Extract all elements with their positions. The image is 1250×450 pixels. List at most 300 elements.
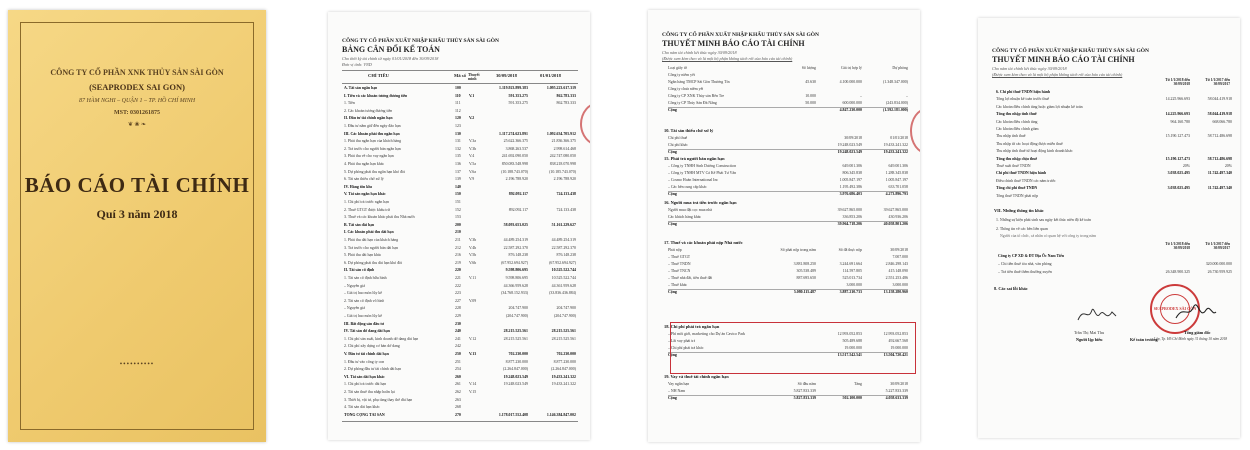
na-section-title: 15. Phải trả người bán ngắn hạn: [664, 156, 725, 161]
na-row-col3: 2.551.253.486: [885, 276, 908, 280]
nb-title: THUYẾT MINH BÁO CÁO TÀI CHÍNH: [992, 55, 1135, 64]
na-row-label: Cộng: [668, 290, 677, 294]
bs-row-value-start: 702.230.000: [556, 352, 576, 356]
nb-col1: Từ 1/1/2018 đến 30/09/2018: [1165, 78, 1190, 86]
cover-quarter: Quí 3 năm 2018: [96, 207, 178, 221]
bs-row-value-end: 850.083.548.998: [501, 162, 528, 166]
na-row-col3: 3.000.000: [892, 283, 908, 287]
nb-row-label: Điều chỉnh thuế TNDN các năm trước: [996, 178, 1056, 183]
nb-row-label: Tổng chi phí thuế TNDN: [996, 186, 1038, 191]
bs-row-label: 6. Dự phòng phải thu dài hạn khó đòi: [344, 260, 403, 265]
na-row-col2: –: [860, 94, 862, 98]
na-row-col1: Số phải nộp trong năm: [780, 248, 816, 252]
bs-row-value-start: (67.952.694.927): [549, 260, 576, 265]
na-row-col2: 13.517.542.541: [837, 353, 862, 357]
bs-row-note: V.1: [469, 93, 475, 98]
bs-row-code: 221: [455, 276, 461, 280]
accountant-role: Kế toán trưởng: [1130, 337, 1158, 342]
bs-row-value-end: 9.598.806.695: [505, 276, 528, 280]
nb-other: 8. Các sai lỗi khác: [994, 286, 1028, 291]
na-row-label: Người mua đặt cọc mua nhà: [668, 208, 713, 212]
bs-row-label: 1. Chi phí sản xuất, kinh doanh dở dang dài hạn: [344, 336, 419, 341]
na-row-col2: 1.195.492.386: [839, 185, 862, 189]
bs-col-period-start: 01/01/2018: [540, 73, 561, 78]
cover-title: BÁO CÁO TÀI CHÍNH: [24, 173, 250, 197]
na-row-col2: Số đã thực nộp: [838, 248, 862, 252]
na-section-title: 18. Chi phí phải trả ngắn hạn: [664, 324, 720, 329]
na-row-label: – Phí môi giới, marketing cho Dự án Cavico Park: [668, 332, 746, 336]
bs-row-code: 212: [455, 245, 461, 250]
bs-company: CÔNG TY CỔ PHẦN XUẤT NHẬP KHẨU THỦY SẢN SÀI GÒN: [342, 38, 499, 44]
na-row-col2: 19.000.000: [844, 346, 862, 350]
nb-row-label: Thuế suất thuế TNDN: [996, 164, 1031, 168]
nb-related-value-2: 26.730.959.925: [1207, 270, 1232, 274]
bs-row-value-start: 19.433.241.322: [551, 374, 576, 379]
bs-row-value-end: 58.093.653.025: [503, 222, 528, 227]
nb-row-label: Tổng thu nhập tính thuế: [996, 112, 1037, 117]
na-row-col3: 4.273.896.793: [885, 192, 908, 196]
na-row-col2: 39.964.718.206: [837, 222, 862, 226]
na-row-col1: Số đầu năm: [797, 382, 816, 386]
bs-row-label: I. Các khoản phải thu dài hạn: [344, 230, 394, 235]
bs-row-label: TỔNG CỘNG TÀI SẢN: [344, 412, 385, 417]
signature-director: [1174, 300, 1218, 324]
bs-row-code: 270: [455, 412, 461, 417]
bs-row-value-start: (33.836.436.884): [549, 291, 576, 296]
nb-company: CÔNG TY CỔ PHẦN XUẤT NHẬP KHẨU THỦY SẢN SÀI GÒN: [992, 48, 1149, 54]
na-row-col2: 3.887.210.733: [839, 290, 862, 294]
bs-row-code: 132: [455, 146, 461, 151]
na-row-col2: 3.976.686.403: [839, 192, 862, 196]
cover-footer-dots: ••••••••••: [119, 360, 155, 368]
na-row-label: Các khách hàng khác: [668, 215, 702, 219]
bs-row-code: 251: [455, 359, 461, 364]
bs-row-code: 262: [455, 390, 461, 394]
nb-row-label: Thu nhập từ các hoạt động được miễn thuế: [996, 141, 1063, 146]
cover-page: [8, 10, 266, 442]
na-total-rule: [668, 149, 908, 150]
bs-row-code: 241: [455, 336, 461, 341]
bs-row-label: II. Đầu tư tài chính ngắn hạn: [344, 116, 393, 121]
na-row-label: – Cosmo Hoàn International Inc: [668, 178, 719, 182]
bs-row-value-start: 28.215.525.561: [551, 329, 576, 334]
bs-row-code: 254: [455, 367, 461, 372]
bs-row-note: V.3b: [469, 146, 477, 151]
bs-row-label: 1. Phải thu dài hạn của khách hàng: [344, 238, 399, 242]
nb-row-label: 6. Chi phí thuế TNDN hiện hành: [996, 90, 1051, 94]
nb-related-value-2: 320.000.000.000: [1205, 262, 1232, 266]
bs-row-value-start: 28.215.525.561: [551, 336, 576, 341]
bs-footer-rule: [342, 421, 578, 422]
nb-row-value-2: 20%: [1224, 164, 1232, 168]
bs-row-label: V. Đầu tư tài chính dài hạn: [344, 352, 389, 356]
bs-row-label: 3. Thiết bị, vật tư, phụ tùng thay thế dài hạn: [344, 397, 413, 402]
bs-row-value-end: 28.215.525.561: [503, 336, 528, 341]
bs-row-code: 268: [455, 405, 461, 410]
na-row-col3: 13.158.280.960: [883, 290, 908, 294]
na-row-label: – Công ty TNHH Sinh Dương Construction: [668, 164, 737, 168]
na-row-col3: 430.936.206: [888, 215, 908, 219]
bs-row-label: 2. Các khoản tương đương tiền: [344, 108, 393, 113]
na-row-col3: 19.433.241.322: [883, 150, 908, 154]
bs-edge-stamp: [580, 102, 590, 146]
bs-row-label: 2. Dự phòng đầu tư tài chính dài hạn: [344, 367, 402, 372]
na-row-col1: 5.827.833.339: [793, 396, 816, 400]
nb-subtitle: Cho năm tài chính kết thúc ngày 30/09/2018: [992, 66, 1067, 71]
notes-page-a: [648, 10, 920, 442]
bs-row-value-end: 591.353.275: [508, 93, 528, 98]
bs-row-value-end: 28.215.525.561: [503, 329, 528, 334]
bs-row-value-start: 204.747.900: [556, 306, 576, 311]
bs-row-code: 220: [455, 268, 461, 273]
nb-sec7-title: VII. Những thông tin khác: [994, 208, 1044, 213]
nb-row-value-2: 668.066.780: [1212, 119, 1232, 124]
na-row-label: Chi phí khác: [668, 143, 688, 147]
na-row-label: Công ty chưa niêm yết: [668, 87, 704, 91]
bs-row-code: 135: [455, 154, 461, 159]
bs-row-value-start: 19.433.241.322: [551, 382, 576, 387]
na-note: (Được xem kèm theo và là một bộ phận không tách rời của báo cáo tài chính): [662, 56, 793, 61]
na-row-col2: 525.013.734: [842, 276, 862, 280]
bs-row-value-end: 44.366.959.628: [503, 283, 528, 288]
cover-company-name: CÔNG TY CỔ PHẦN XNK THỦY SẢN SÀI GÒN: [50, 68, 224, 77]
bs-subtitle: Cho thời kỳ tài chính từ ngày 01/01/2018 đến 30/09/2018: [342, 56, 439, 61]
nb-row-label: Thu nhập tính thuế từ hoạt động kinh doanh khác: [996, 149, 1073, 154]
nb-row-value-1: 964.160.780: [1170, 119, 1190, 124]
na-row-col1: Số lượng: [801, 66, 816, 70]
bs-row-value-end: 1.178.017.552.408: [498, 412, 528, 417]
bs-row-code: 210: [455, 230, 461, 235]
na-row-col3: 5.227.833.339: [885, 389, 908, 393]
na-row-col3: 13.504.720.421: [883, 353, 908, 357]
director-role: Tổng giám đốc: [1184, 330, 1211, 335]
bs-row-label: 1. Tiền: [344, 101, 355, 106]
nb-row-value-2: 58.712.486.698: [1207, 134, 1232, 139]
na-section-title: 10. Tài sản thiếu chờ xử lý: [664, 128, 714, 133]
bs-row-value-end: 591.353.275: [508, 101, 528, 106]
bs-header-rule-top: [342, 70, 578, 71]
na-row-col3: (1.592.181.000): [883, 108, 908, 112]
bs-row-label: 3. Trả trước cho người bán dài hạn: [344, 245, 398, 250]
bs-row-code: 153: [455, 215, 461, 220]
na-total-rule: [668, 191, 908, 192]
cover-ornament: ❦ ❀ ❧: [127, 122, 147, 128]
bs-row-label: VI. Tài sản dài hạn khác: [344, 374, 385, 379]
bs-row-note: V.6b: [469, 260, 477, 265]
bs-row-note: V.13: [469, 352, 477, 356]
na-row-col2: 600.000.000: [842, 101, 862, 105]
bs-row-label: IV. Tài sản dở dang dài hạn: [344, 329, 390, 334]
bs-row-label: 3. Thuế và các khoản khác phải thu Nhà nước: [344, 215, 416, 220]
na-row-col2: 3.000.000: [846, 283, 862, 287]
bs-row-note: V.4b: [469, 245, 477, 250]
na-row-col2: Tăng: [854, 382, 862, 386]
bs-row-label: B. Tài sản dài hạn: [344, 222, 375, 227]
na-row-col2: 806.345.838: [842, 171, 862, 175]
na-row-label: Công ty CP XNK Thủy sản Bến Tre: [668, 94, 725, 98]
bs-row-label: 2. Trả trước cho người bán ngắn hạn: [344, 146, 401, 151]
bs-row-value-end: (34.768.152.933): [501, 291, 528, 296]
nb-related-label: Công ty CP XD & ĐT Địa Ốc Nam Tiến: [998, 254, 1065, 258]
bs-row-value-end: 1.117.274.623.891: [499, 131, 528, 136]
bs-row-value-end: 9.598.806.695: [505, 268, 528, 273]
bs-row-label: 2. Tài sản thuế thu nhập hoãn lại: [344, 390, 395, 394]
na-row-col3: 1.005.847.197: [885, 178, 908, 182]
nb-row-value-2: 11.742.497.340: [1207, 186, 1232, 191]
na-row-label: Cộng: [668, 222, 677, 226]
bs-row-code: 120: [455, 116, 461, 121]
nb-row-value-1: 20%: [1182, 164, 1190, 168]
na-total-rule: [668, 395, 908, 396]
nb-row-label: Các khoản điều chỉnh tăng: [996, 119, 1038, 124]
bs-row-label: 4. Tài sản dài hạn khác: [344, 405, 380, 410]
na-row-col3: 2.846.298.143: [885, 262, 908, 266]
bs-row-value-start: (2.264.847.000): [551, 367, 576, 372]
na-row-label: Loại giấy tờ: [668, 66, 687, 70]
bs-row-note: V.3b: [469, 238, 477, 242]
na-total-rule: [668, 289, 908, 290]
sign-date: Lập, Tp. Hồ Chí Minh ngày 31 tháng 10 năm 2018: [1154, 337, 1228, 341]
na-row-label: – Các bên cung cấp khác: [668, 185, 707, 189]
bs-row-value-start: (204.747.900): [553, 314, 576, 318]
na-row-col3: 12.993.052.853: [883, 332, 908, 336]
bs-row-label: 2. Chi phí xây dựng cơ bản dở dang: [344, 344, 400, 349]
bs-row-value-start: 724.133.438: [556, 207, 576, 212]
na-row-label: Chi phí thuê: [668, 136, 688, 140]
bs-row-note: V.9: [469, 177, 475, 182]
bs-row-label: I. Tiền và các khoản tương đương tiền: [344, 93, 408, 98]
bs-row-label: 1. Đầu tư nắm giữ đến ngày đáo hạn: [344, 124, 401, 128]
bs-row-note: V.12: [469, 336, 477, 341]
bs-row-value-end: 25.622.366.375: [503, 139, 528, 144]
na-row-col1: 887.695.650: [796, 276, 816, 280]
bs-col-label: CHỈ TIÊU: [368, 73, 389, 78]
cover-address: 87 HÀM NGHI – QUẬN 1 – TP. HỒ CHÍ MINH: [78, 98, 196, 104]
bs-row-code: 227: [455, 298, 461, 303]
bs-row-label: – Giá trị hao mòn lũy kế: [344, 291, 383, 296]
nb-row-value-1: 14.225.966.693: [1165, 97, 1190, 102]
na-row-col3: 633.701.058: [888, 185, 908, 189]
bs-row-label: 1. Tài sản cố định hữu hình: [344, 276, 387, 280]
na-row-col2: Giá trị hợp lý: [841, 66, 862, 70]
bs-row-value-end: 19.248.023.549: [503, 374, 528, 379]
na-row-col2: 30/09/2018: [844, 136, 862, 140]
bs-row-note: V.2: [469, 116, 475, 121]
na-row-col3: 39.627.865.000: [883, 208, 908, 212]
nb-sec7-item-3: Người của tổ chức, cá nhân có quan hệ với công ty trong năm: [1000, 234, 1097, 238]
na-row-col3: 01/01/2018: [890, 136, 908, 140]
na-row-col1: 5.827.833.339: [793, 389, 816, 393]
bs-row-code: 123: [455, 124, 461, 128]
bs-row-value-start: 1.146.384.847.002: [546, 412, 576, 417]
bs-row-code: 229: [455, 314, 461, 318]
na-row-col3: (1.348.347.000): [883, 80, 908, 84]
nb-row-label: Tổng thuế TNDN phải nộp: [996, 193, 1039, 198]
na-row-label: Vay ngắn hạn: [668, 382, 690, 386]
na-row-label: Cộng: [668, 108, 677, 112]
balance-sheet-page: [328, 12, 590, 440]
bs-row-code: 230: [455, 321, 461, 326]
na-row-col3: (243.834.000): [885, 101, 908, 105]
bs-row-code: 240: [455, 329, 461, 334]
nb-row-value-1: 15.190.127.473: [1165, 156, 1190, 161]
nb-row-label: Tổng thu nhập chịu thuế: [996, 156, 1038, 161]
na-row-label: Công ty niêm yết: [668, 73, 695, 77]
na-row-col3: 19.000.000: [890, 346, 908, 350]
na-row-label: Ngân hàng TMCP Sài Gòn Thương Tín: [668, 80, 730, 84]
na-row-label: – Công ty TNHH MTV Cá Kế Phát Tư Vấn: [668, 171, 737, 175]
company-stamp: SEAPRODEX SÀI GÒN: [1150, 284, 1200, 334]
nb-row-value-1: 3.038.025.495: [1167, 171, 1190, 176]
bs-header-rule-bottom: [342, 83, 578, 84]
bs-row-label: III. Bất động sản đầu tư: [344, 321, 384, 326]
bs-row-note: V.5a: [469, 162, 476, 166]
bs-row-code: 131: [455, 139, 461, 144]
bs-col-note: Thuyết minh: [468, 73, 480, 81]
na-row-label: – Chi phí phải trả khác: [668, 346, 704, 350]
na-row-col1: 305.538.489: [796, 269, 816, 273]
bs-row-note: V.11: [469, 276, 477, 280]
na-row-col2: 649.001.306: [842, 164, 862, 168]
bs-row-value-start: 2.196.788.920: [553, 177, 576, 182]
nb-col2: Từ 1/1/2017 đến 30/09/2017: [1205, 78, 1230, 86]
bs-row-code: 150: [455, 192, 461, 197]
bs-row-code: 110: [455, 93, 461, 98]
na-row-label: – Lãi vay phải trả: [668, 339, 696, 343]
na-row-label: – Thuế TNDN: [668, 262, 691, 266]
na-section-title: 16. Người mua trả tiền trước ngắn hạn: [664, 200, 737, 205]
bs-row-code: 223: [455, 291, 461, 296]
bs-row-value-end: 2.196.788.920: [505, 177, 528, 182]
bs-row-note: V.09: [469, 298, 477, 303]
na-row-col2: 12.993.052.853: [837, 332, 862, 336]
bs-row-value-start: 724.133.438: [556, 192, 576, 197]
na-row-col3: Dự phòng: [892, 66, 908, 70]
nb-sec7-item-1: 1. Những sự kiện phát sinh sau ngày kết thúc niên độ kế toán: [996, 218, 1091, 222]
bs-row-code: 111: [455, 101, 461, 106]
nb-row-label: Các khoản điều chỉnh giảm: [996, 127, 1039, 131]
bs-row-label: 6. Tài sản thiếu chờ xử lý: [344, 177, 384, 182]
bs-row-note: V.6a: [469, 169, 476, 174]
nb-row-label: Thu nhập tính thuế: [996, 134, 1026, 139]
na-row-col2: 336.853.206: [842, 215, 862, 219]
bs-row-value-start: 44.489.254.319: [551, 238, 576, 242]
bs-row-note: V.3a: [469, 139, 476, 144]
bs-row-label: – Nguyên giá: [344, 306, 365, 311]
bs-row-code: 261: [455, 382, 461, 387]
bs-row-value-start: (10.185.743.070): [549, 169, 576, 174]
bs-row-label: IV. Hàng tồn kho: [344, 184, 373, 189]
highlight-box: [670, 322, 916, 374]
bs-row-label: A. Tài sản ngắn hạn: [344, 86, 378, 90]
na-total-rule: [668, 221, 908, 222]
na-row-col3: 415.148.090: [888, 269, 908, 273]
nb-row-value-2: 58.712.486.698: [1207, 156, 1232, 161]
na-row-col3: 30/09/2018: [890, 382, 908, 386]
preparer-role: Người lập biểu: [1076, 337, 1103, 342]
na-section-title: 19. Vay và thuê tài chính ngắn hạn: [664, 374, 729, 379]
na-row-col2: 4.847.230.000: [839, 108, 862, 112]
nb-row-label: Tổng lợi nhuận kế toán trước thuế: [996, 97, 1050, 102]
na-row-label: Công ty CP Thủy Sản Đà Nẵng: [668, 101, 717, 105]
bs-row-label: 1. Chi phí trả trước ngắn hạn: [344, 200, 389, 204]
na-row-col1: 45.630: [805, 80, 816, 84]
na-row-col3: 7.007.000: [892, 255, 908, 259]
bs-row-code: 139: [455, 177, 461, 182]
bs-row-value-start: 22.587.292.370: [551, 245, 576, 250]
bs-row-value-end: 892.092.117: [508, 207, 528, 212]
bs-row-code: 151: [455, 200, 461, 204]
bs-row-value-end: 44.489.254.319: [503, 238, 528, 242]
bs-row-value-end: 702.230.000: [508, 352, 528, 356]
na-row-col3: 40.058.801.206: [883, 222, 908, 226]
na-row-col3: 492.667.568: [888, 339, 908, 343]
bs-unit: Đơn vị tính: VND: [342, 62, 372, 67]
na-row-col3: 30/09/2018: [890, 248, 908, 252]
bs-row-code: 100: [455, 86, 461, 90]
bs-row-code: 112: [455, 108, 461, 113]
bs-row-note: V.14: [469, 382, 477, 387]
na-row-col2: 505.489.688: [842, 339, 862, 343]
bs-row-code: 242: [455, 344, 461, 349]
bs-row-value-end: 1.119.923.899.383: [499, 86, 528, 90]
na-company: CÔNG TY CỔ PHẦN XUẤT NHẬP KHẨU THỦY SẢN SÀI GÒN: [662, 32, 819, 38]
nb-row-value-2: 58.044.419.918: [1207, 112, 1232, 117]
bs-row-label: – Nguyên giá: [344, 283, 365, 288]
bs-row-value-start: 838.218.070.998: [549, 162, 576, 166]
na-subtitle: Cho năm tài chính kết thúc ngày 30/09/2018: [662, 50, 737, 55]
preparer-name: Trần Thị Mai Thu: [1074, 330, 1105, 335]
bs-row-value-start: 10.525.522.744: [551, 276, 576, 280]
nb-row-value-1: 15.190.127.473: [1165, 134, 1190, 139]
nb-note: (Được xem kèm theo và là một bộ phận không tách rời của báo cáo tài chính): [992, 72, 1123, 77]
bs-row-code: 130: [455, 131, 461, 136]
na-row-col2: 4.100.000.000: [839, 80, 862, 84]
bs-row-label: 1. Chi phí trả trước dài hạn: [344, 382, 387, 387]
na-row-label: – Thuế nhà đất, tiền thuê đất: [668, 276, 713, 280]
bs-title: BẢNG CÂN ĐỐI KẾ TOÁN: [342, 45, 440, 54]
na-row-col2: 1.005.847.197: [839, 178, 862, 182]
na-row-col2: 39.627.865.000: [837, 208, 862, 212]
bs-row-value-end: 22.587.292.370: [503, 245, 528, 250]
bs-row-value-start: 1.092.634.705.912: [546, 131, 576, 136]
nb-rel-col2: Từ 1/1/2017 đến 30/09/2017: [1205, 242, 1230, 250]
nb-row-value-1: 14.225.966.693: [1165, 112, 1190, 117]
na-row-col2: 3.244.691.664: [839, 262, 862, 266]
nb-row-label: Chi phí thuế TNDN hiện hành: [996, 171, 1047, 176]
bs-row-note: V.15: [469, 390, 477, 394]
na-row-label: Cộng: [668, 192, 677, 196]
bs-row-code: 200: [455, 222, 461, 227]
na-row-col1: 10.000: [805, 94, 816, 98]
bs-row-code: 211: [455, 238, 461, 242]
bs-row-label: 1. Đầu tư vào công ty con: [344, 359, 385, 364]
nb-sec7-item-2: 2. Thông tin về các bên liên quan: [996, 227, 1048, 231]
bs-row-value-start: 51.161.229.627: [551, 222, 576, 227]
notes-page-b: [978, 18, 1240, 438]
na-row-label: Cộng: [668, 396, 677, 400]
bs-col-code: Mã số: [454, 73, 466, 78]
bs-row-label: 5. Phải thu dài hạn khác: [344, 253, 382, 258]
na-row-col3: 19.433.241.322: [883, 143, 908, 147]
bs-row-code: 137: [455, 169, 461, 174]
na-total-rule: [668, 107, 908, 108]
bs-row-value-end: (67.952.694.927): [501, 260, 528, 265]
bs-row-value-start: 1.095.223.617.319: [546, 86, 576, 90]
bs-row-label: 2. Tài sản cố định vô hình: [344, 298, 385, 303]
na-edge-stamp: [910, 108, 920, 154]
bs-row-value-end: 19.248.023.549: [503, 382, 528, 387]
